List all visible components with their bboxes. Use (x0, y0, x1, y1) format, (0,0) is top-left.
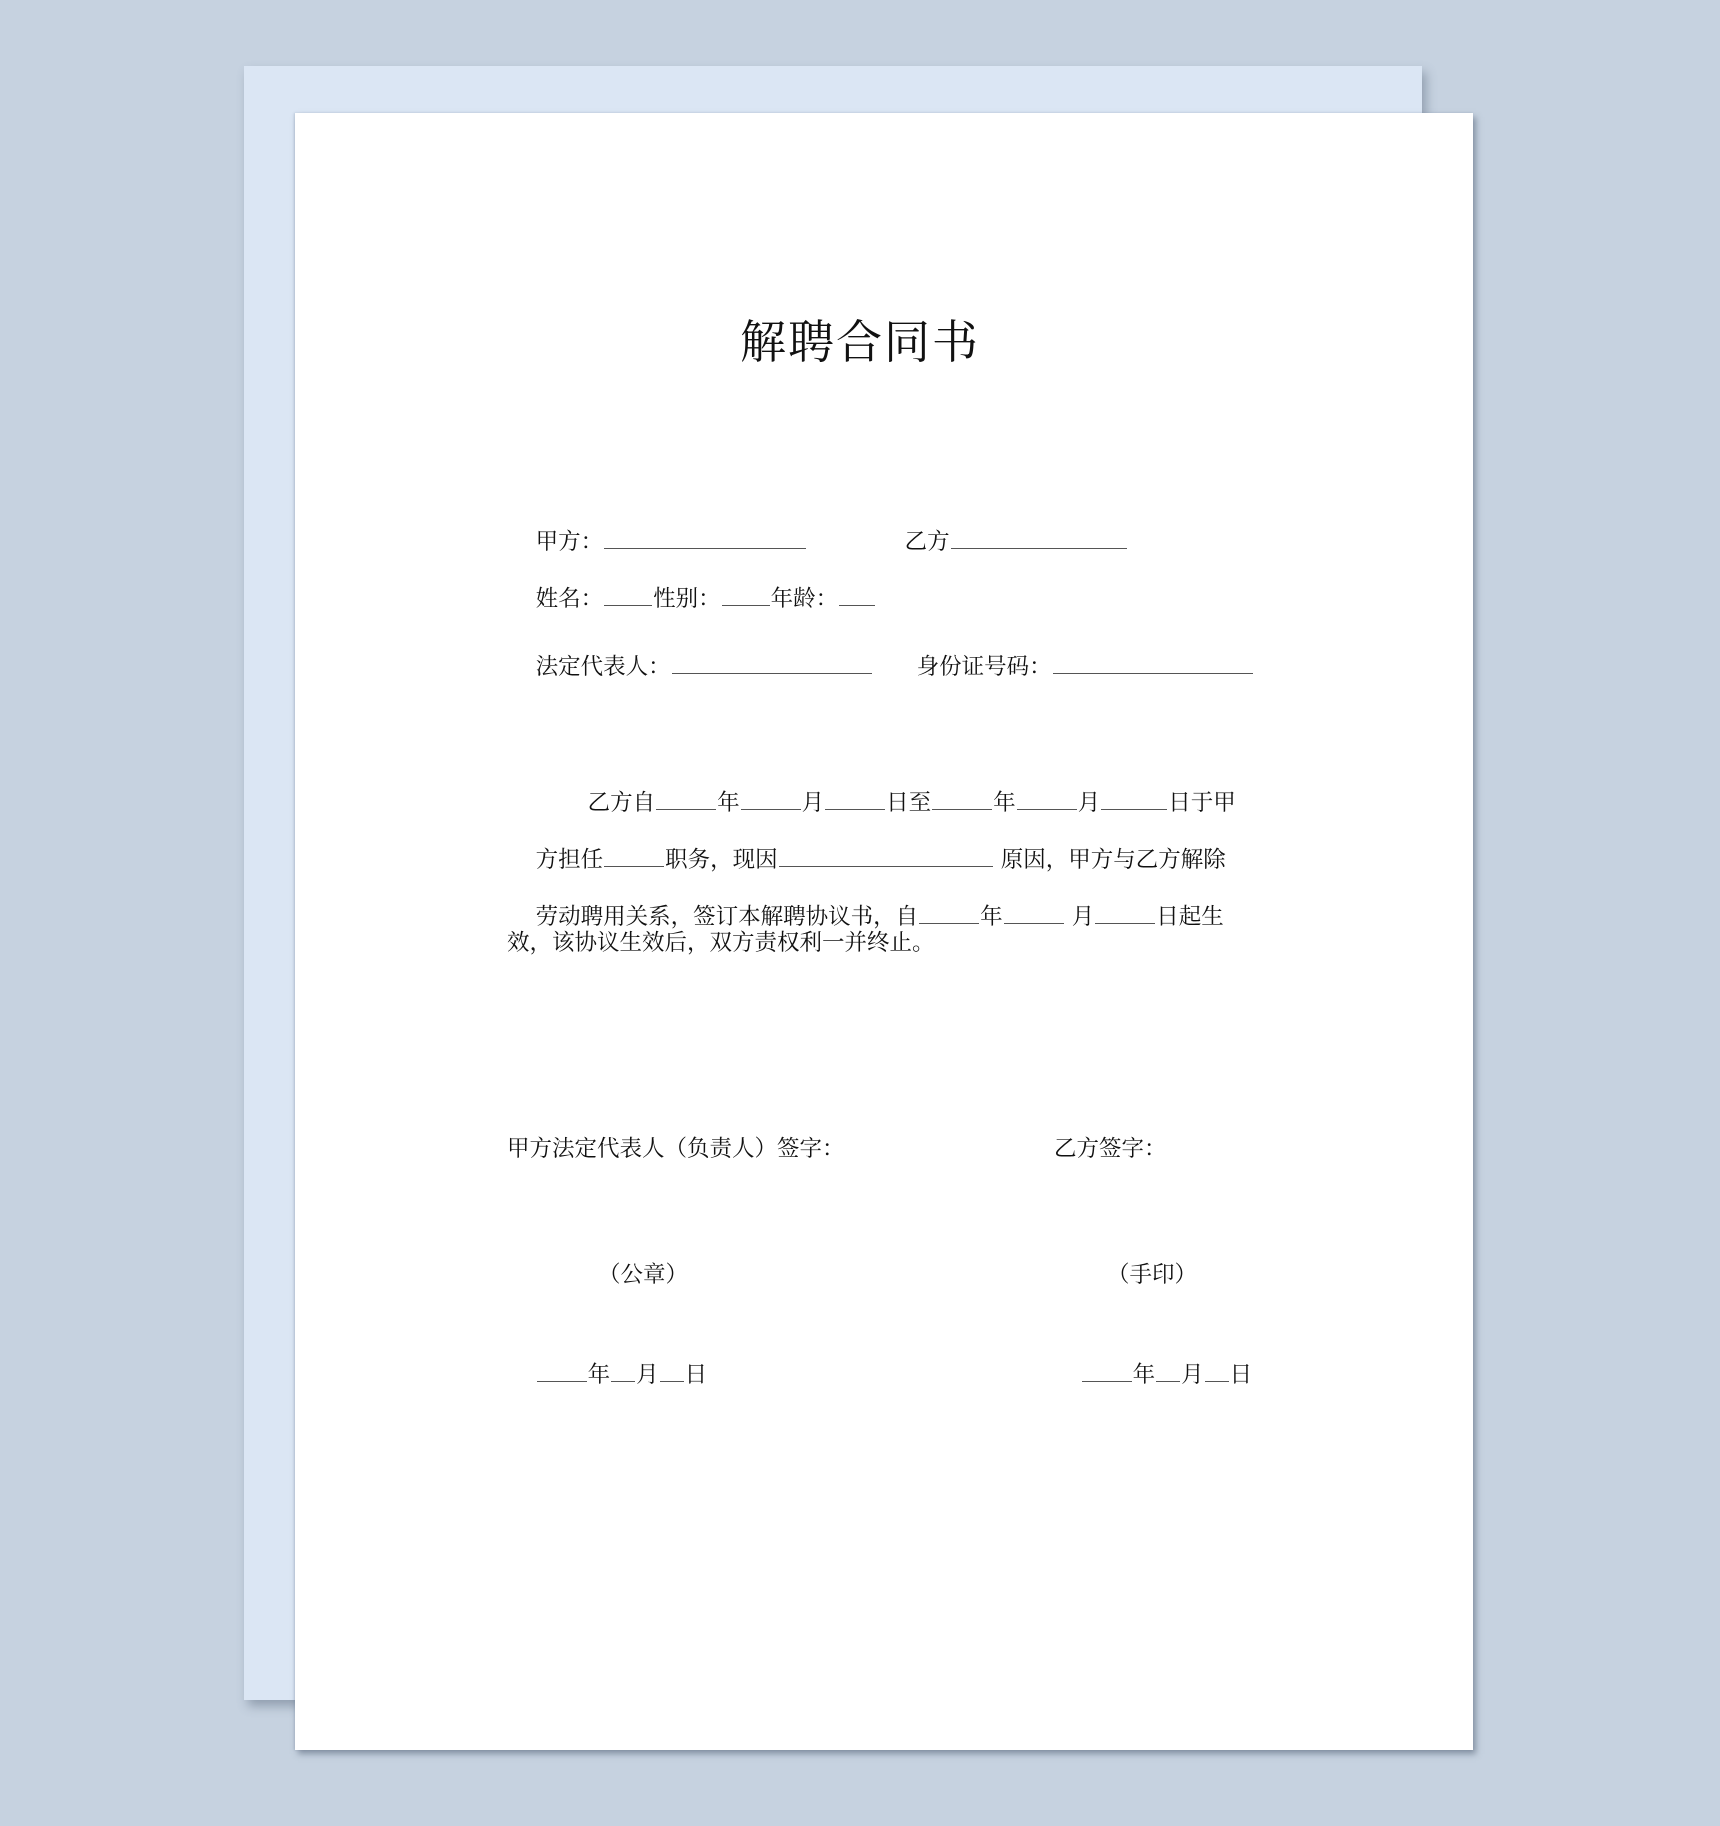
party-b-signature-label: 乙方签字： (1054, 1136, 1167, 1162)
start-month-field[interactable] (741, 787, 801, 810)
id-number-label: 身份证号码： (916, 654, 1052, 680)
name-label: 姓名： (535, 586, 604, 612)
text: 乙方自 (587, 790, 656, 816)
text: 日 (684, 1362, 708, 1388)
party-a-date-year-field[interactable] (537, 1359, 587, 1382)
effective-year-field[interactable] (919, 901, 979, 924)
text: 月 (636, 1362, 659, 1388)
effective-month-field[interactable] (1004, 901, 1064, 924)
text: 月 (1077, 790, 1101, 816)
legal-rep-label: 法定代表人： (535, 654, 671, 680)
text: 原因，甲方与乙方解除 (993, 847, 1226, 873)
end-year-field[interactable] (932, 787, 992, 810)
party-b-row (876, 496, 1128, 587)
text: 日至 (886, 790, 932, 816)
end-month-field[interactable] (1017, 787, 1077, 810)
id-number-field[interactable] (1053, 651, 1253, 674)
text: 职务，现因 (665, 847, 778, 873)
party-a-seal: （公章） (598, 1262, 689, 1288)
party-b-date-day-field[interactable] (1205, 1359, 1229, 1382)
text: 劳动聘用关系，签订本解聘协议书，自 (535, 904, 919, 930)
text: 年 (717, 790, 740, 816)
body-line-4: 效，该协议生效后，双方责权利一并终止。 (507, 930, 935, 956)
age-field[interactable] (839, 583, 875, 606)
party-b-date-month-field[interactable] (1156, 1359, 1180, 1382)
party-a-date-month-field[interactable] (611, 1359, 635, 1382)
text: 月 (801, 790, 825, 816)
age-label: 年龄： (770, 586, 839, 612)
document-title: 解聘合同书 (740, 315, 980, 369)
text: 方担任 (535, 847, 604, 873)
party-b-field[interactable] (951, 526, 1127, 549)
text: 年 (587, 1362, 611, 1388)
party-b-label: 乙方 (904, 529, 950, 555)
party-a-date-day-field[interactable] (660, 1359, 684, 1382)
text: 年 (1132, 1362, 1156, 1388)
party-a-signature-label: 甲方法定代表人（负责人）签字： (507, 1136, 845, 1162)
party-b-date (1052, 1329, 1252, 1420)
text: 月 (1181, 1362, 1204, 1388)
text: 日起生 (1156, 904, 1224, 930)
end-day-field[interactable] (1101, 787, 1167, 810)
party-a-date (507, 1329, 707, 1420)
start-year-field[interactable] (656, 787, 716, 810)
party-a-field[interactable] (604, 526, 806, 549)
text: 月 (1064, 904, 1095, 930)
legal-rep-field[interactable] (672, 651, 872, 674)
party-b-seal: （手印） (1107, 1262, 1198, 1288)
gender-field[interactable] (722, 583, 770, 606)
start-day-field[interactable] (825, 787, 885, 810)
effective-day-field[interactable] (1095, 901, 1155, 924)
text: 年 (980, 904, 1003, 930)
reason-field[interactable] (779, 844, 993, 867)
legal-rep-row (507, 621, 873, 712)
name-field[interactable] (604, 583, 652, 606)
position-field[interactable] (604, 844, 664, 867)
text: 年 (993, 790, 1016, 816)
party-a-label: 甲方： (535, 529, 604, 555)
id-number-row (888, 621, 1254, 712)
text: 日于甲 (1168, 790, 1236, 816)
text: 日 (1229, 1362, 1253, 1388)
party-b-date-year-field[interactable] (1082, 1359, 1132, 1382)
gender-label: 性别： (653, 586, 721, 612)
